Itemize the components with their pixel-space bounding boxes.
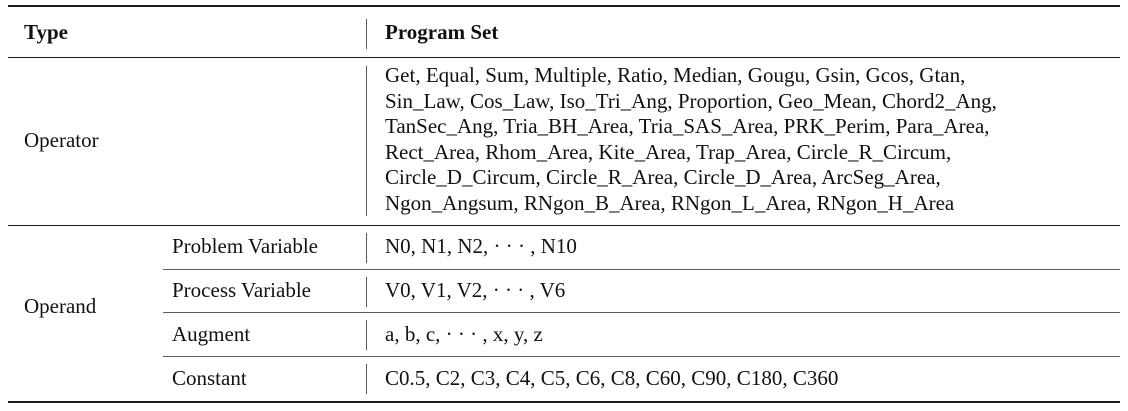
operator-line: Rect_Area, Rhom_Area, Kite_Area, Trap_Area, Circle_R_Circum, [385, 139, 952, 164]
operand-row-rule [163, 269, 1120, 270]
column-separator [366, 364, 367, 394]
subtype-problem-variable: Problem Variable [172, 234, 318, 258]
operator-list [385, 63, 997, 217]
value-constant: C0.5, C2, C3, C4, C5, C6, C8, C60, C90, C180, C360 [385, 366, 839, 390]
operator-line: TanSec_Ang, Tria_BH_Area, Tria_SAS_Area, PRK_Perim, Para_Area, [385, 114, 990, 139]
operator-line: Get, Equal, Sum, Multiple, Ratio, Median, Gougu, Gsin, Gcos, Gtan, [385, 63, 966, 87]
operator-line: Circle_D_Circum, Circle_R_Area, Circle_D_Area, ArcSeg_Area, [385, 165, 941, 190]
value-process-variable: V0, V1, V2, · · · , V6 [385, 278, 566, 302]
column-separator [366, 233, 367, 263]
group-rule [8, 225, 1120, 226]
subtype-constant: Constant [172, 366, 247, 390]
operator-line: Sin_Law, Cos_Law, Iso_Tri_Ang, Proportion, Geo_Mean, Chord2_Ang, [385, 88, 997, 113]
column-separator [366, 19, 367, 49]
header-program-set: Program Set [385, 20, 499, 44]
column-separator [366, 277, 367, 307]
column-separator [366, 320, 367, 350]
table-top-rule [8, 5, 1120, 7]
value-augment: a, b, c, · · · , x, y, z [385, 322, 543, 346]
subtype-process-variable: Process Variable [172, 278, 311, 302]
operand-label: Operand [24, 294, 97, 318]
table-bottom-rule [8, 401, 1120, 403]
operator-label: Operator [24, 128, 99, 152]
header-type: Type [24, 20, 68, 44]
operand-row-rule [163, 312, 1120, 313]
operator-line: Ngon_Angsum, RNgon_B_Area, RNgon_L_Area, RNgon_H_Area [385, 190, 955, 215]
operand-row-rule [163, 356, 1120, 357]
subtype-augment: Augment [172, 322, 251, 346]
column-separator [366, 66, 367, 216]
value-problem-variable: N0, N1, N2, · · · , N10 [385, 234, 577, 258]
header-rule [8, 57, 1120, 58]
